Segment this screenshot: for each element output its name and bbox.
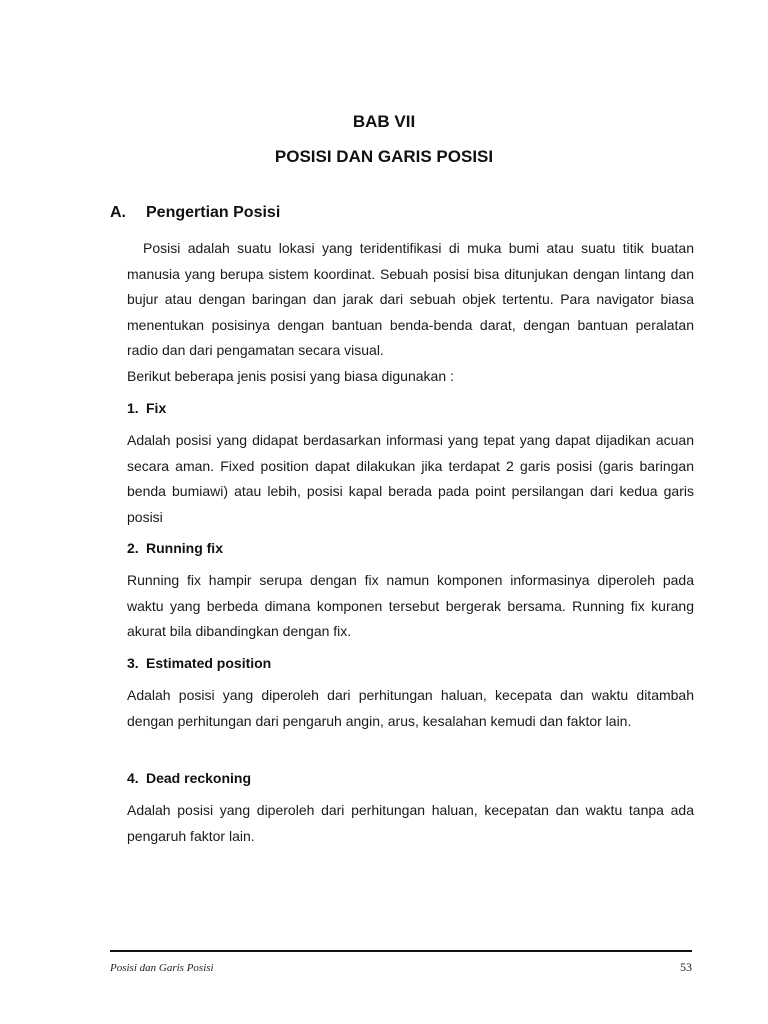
item-heading-fix	[127, 400, 166, 416]
item-number: 1.	[127, 400, 139, 416]
item-number: 3.	[127, 655, 139, 671]
intro-tail: Berikut beberapa jenis posisi yang biasa digunakan :	[127, 367, 454, 384]
item-title: Estimated position	[146, 655, 272, 671]
footer-title: Posisi dan Garis Posisi	[110, 962, 214, 974]
item-number: 2.	[127, 540, 139, 556]
item-title: Dead reckoning	[146, 770, 252, 786]
chapter-number: BAB VII	[352, 112, 416, 131]
item-heading-running-fix	[127, 540, 223, 556]
item-heading-dead-reckoning	[127, 770, 251, 786]
item-text-running-fix: Running fix hampir serupa dengan fix namun komponen informasinya diperoleh pada waktu yang berbeda dimana komponen tersebut bergerak bersama. Running fix kurang akurat bila dibandingkan dengan fix.	[127, 572, 694, 639]
item-title: Fix	[146, 400, 167, 416]
intro-paragraph	[127, 236, 694, 389]
item-title: Running fix	[146, 540, 223, 556]
intro-text: Posisi adalah suatu lokasi yang teridentifikasi di muka bumi atau suatu titik buatan manusia yang berupa sistem koordinat. Sebuah posisi bisa ditunjukan dengan lintang dan bujur atau dengan baringan dan jarak dari sebuah objek tertentu. Para navigator biasa menentukan posisinya dengan bantuan benda-benda darat, dengan bantuan peralatan radio dan dari pengamatan secara visual.	[127, 240, 694, 358]
item-text-fix: Adalah posisi yang didapat berdasarkan informasi yang tepat yang dapat dijadikan acuan secara aman. Fixed position dapat dilakukan jika terdapat 2 garis posisi (garis baringan benda bumiawi) atau lebih, posisi kapal berada pada point persilangan dari kedua garis posisi	[127, 432, 694, 525]
item-heading-estimated-position	[127, 655, 271, 671]
footer-divider	[110, 950, 692, 952]
section-title: Pengertian Posisi	[146, 204, 281, 221]
item-text-estimated-position: Adalah posisi yang diperoleh dari perhitungan haluan, kecepata dan waktu ditambah dengan perhitungan dari pengaruh angin, arus, kesalahan kemudi dan faktor lain.	[127, 687, 694, 729]
page-number: 53	[680, 960, 692, 974]
item-number: 4.	[127, 770, 139, 786]
section-letter: A.	[110, 204, 126, 221]
item-text-dead-reckoning: Adalah posisi yang diperoleh dari perhitungan haluan, kecepatan dan waktu tanpa ada pengaruh faktor lain.	[127, 802, 694, 844]
chapter-title: POSISI DAN GARIS POSISI	[274, 147, 494, 166]
section-heading	[110, 204, 280, 222]
